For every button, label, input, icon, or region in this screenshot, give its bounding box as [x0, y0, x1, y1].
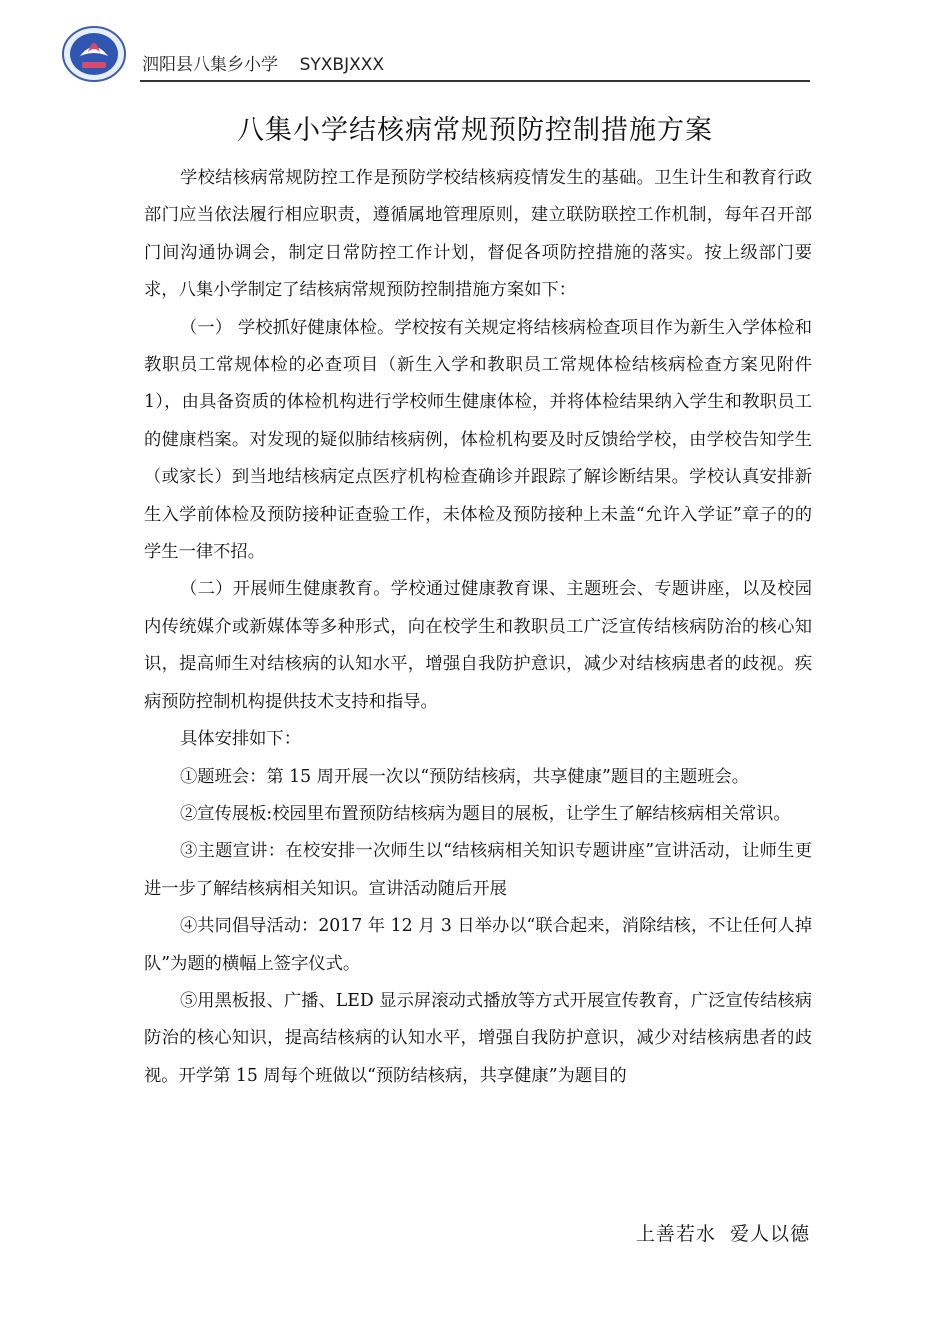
page-header — [62, 26, 810, 82]
paragraph-intro: 学校结核病常规防控工作是预防学校结核病疫情发生的基础。卫生计生和教育行政部门应当依法履行相应职责，遵循属地管理原则，建立联防联控工作机制，每年召开部门间沟通协调会，制定日常防控工作计划，督促各项防控措施的落实。按上级部门要求，八集小学制定了结核病常规预防控制措施方案如下： — [144, 168, 812, 301]
header-divider — [140, 80, 810, 82]
list-item-exhibition-board: ②宣传展板:校园里布置预防结核病为题目的展板，让学生了解结核病相关常识。 — [180, 803, 791, 824]
footer-motto: 上善若水 爱人以德 — [635, 1223, 810, 1245]
paragraph-arrangement-intro: 具体安排如下： — [180, 729, 301, 750]
document-title: 八集小学结核病常规预防控制措施方案 — [237, 115, 713, 146]
school-logo — [62, 26, 126, 82]
header-school-name: 泗阳县八集乡小学 SYXBJXXX — [142, 55, 385, 75]
paragraph-health-check: （一） 学校抓好健康体检。学校按有关规定将结核病检查项目作为新生入学体检和教职员工常规体检的必查项目（新生入学和教职员工常规体检结核病检查方案见附件 1），由具备资质的体检机构进行学校师生健康体检，并将体检结果纳入学生和教职员工的健康档案。对发现的疑似肺结核病例，体检机构要及时反馈给学校，由学校告知学生（或家长）到当地结核病定点医疗机构检查确诊并跟踪了解诊断结果。学校认真安排新生入学前体检及预防接种证查验工作，未体检及预防接种上未盖“允许入学证”章子的的学生一律不招。 — [144, 317, 812, 563]
list-item-class-meeting: ①题班会：第 15 周开展一次以“预防结核病，共享健康”题目的主题班会。 — [180, 766, 750, 787]
paragraph-health-education: （二）开展师生健康教育。学校通过健康教育课、主题班会、专题讲座，以及校园内传统媒介或新媒体等多种形式，向在校学生和教职员工广泛宣传结核病防治的核心知识，提高师生对结核病的认知水平，增强自我防护意识，减少对结核病患者的歧视。疾病预防控制机构提供技术支持和指导。 — [144, 579, 812, 712]
document-body — [144, 160, 812, 1095]
list-item-publicity: ⑤用黑板报、广播、LED 显示屏滚动式播放等方式开展宣传教育，广泛宣传结核病防治的核心知识，提高结核病的认知水平，增强自我防护意识，减少对结核病患者的歧视。开学第 15 周每个班做以“预防结核病，共享健康”为题目的 — [144, 990, 812, 1086]
list-item-lecture: ③主题宣讲：在校安排一次师生以“结核病相关知识专题讲座”宣讲活动，让师生更进一步了解结核病相关知识。宣讲活动随后开展 — [144, 841, 812, 899]
list-item-signing-event: ④共同倡导活动：2017 年 12 月 3 日举办以“联合起来，消除结核，不让任何人掉队”为题的横幅上签字仪式。 — [144, 916, 812, 974]
